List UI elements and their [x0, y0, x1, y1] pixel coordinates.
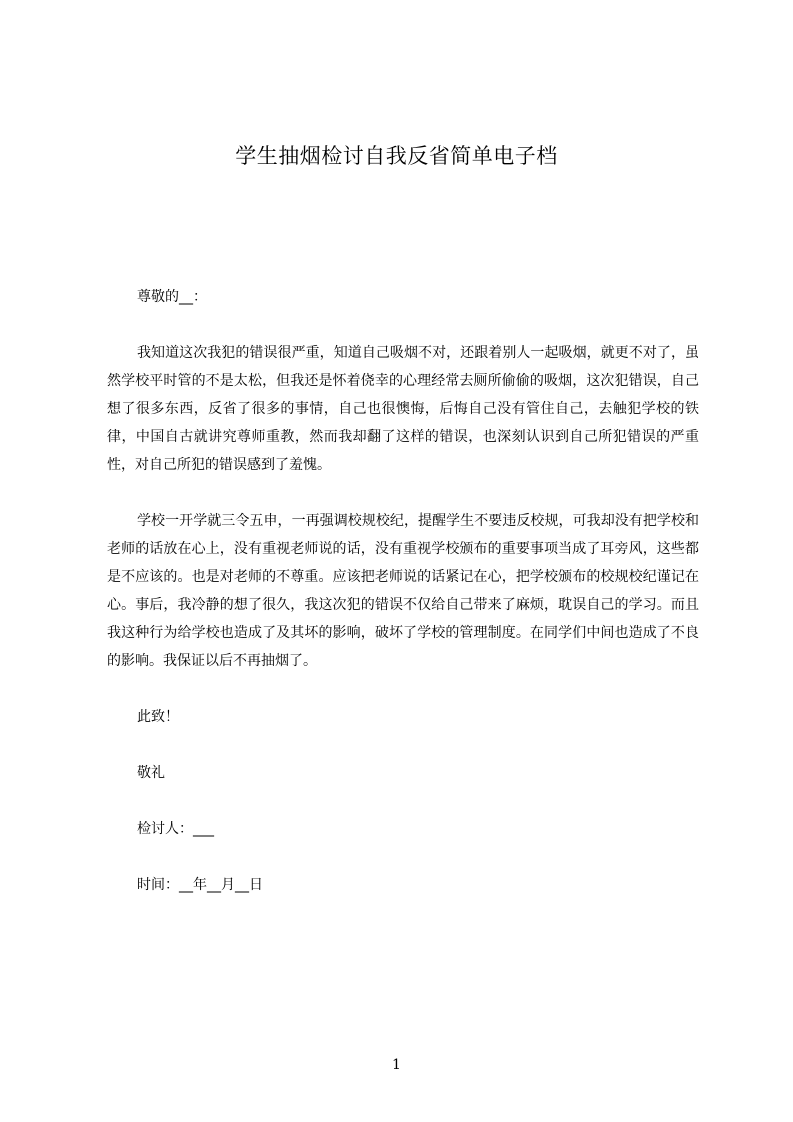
paragraph-spacer [107, 787, 699, 815]
salutation: 尊敬的__： [137, 289, 207, 305]
paragraph-2: 学校一开学就三令五申，一再强调校规校纪，提醒学生不要违反校规，可我却没有把学校和老师的话放在心上，没有重视老师说的话，没有重视学校颁布的重要事项当成了耳旁风，这些都是不应该的。也是对老师的不尊重。应该把老师说的话紧记在心，把学校颁布的校规校纪谨记在心。事后，我冷静的想了很久，我这次犯的错误不仅给自己带来了麻烦，耽误自己的学习。而且我这种行为给学校也造成了及其坏的影响，破坏了学校的管理制度。在同学们中间也造成了不良的影响。我保证以后不再抽烟了。 [107, 513, 699, 669]
paragraph-spacer [107, 311, 699, 339]
signer-line: 检讨人：___ [137, 821, 214, 837]
document-body [107, 283, 699, 899]
paragraph-spacer [107, 675, 699, 703]
date-line: 时间：__年__月__日 [137, 877, 263, 893]
paragraph-spacer [107, 479, 699, 507]
paragraph-spacer [107, 843, 699, 871]
closing-line: 此致！ [137, 709, 179, 725]
paragraph-spacer [107, 731, 699, 759]
page-number: 1 [392, 1057, 401, 1073]
regards-line: 敬礼 [137, 765, 165, 781]
page-title: 学生抽烟检讨自我反省简单电子档 [235, 144, 558, 168]
paragraph-1: 我知道这次我犯的错误很严重，知道自己吸烟不对，还跟着别人一起吸烟，就更不对了，虽然学校平时管的不是太松，但我还是怀着侥幸的心理经常去厕所偷偷的吸烟，这次犯错误，自己想了很多东西，反省了很多的事情，自己也很懊悔，后悔自己没有管住自己，去触犯学校的铁律，中国自古就讲究尊师重教，然而我却翻了这样的错误，也深刻认识到自己所犯错误的严重性，对自己所犯的错误感到了羞愧。 [107, 345, 699, 473]
